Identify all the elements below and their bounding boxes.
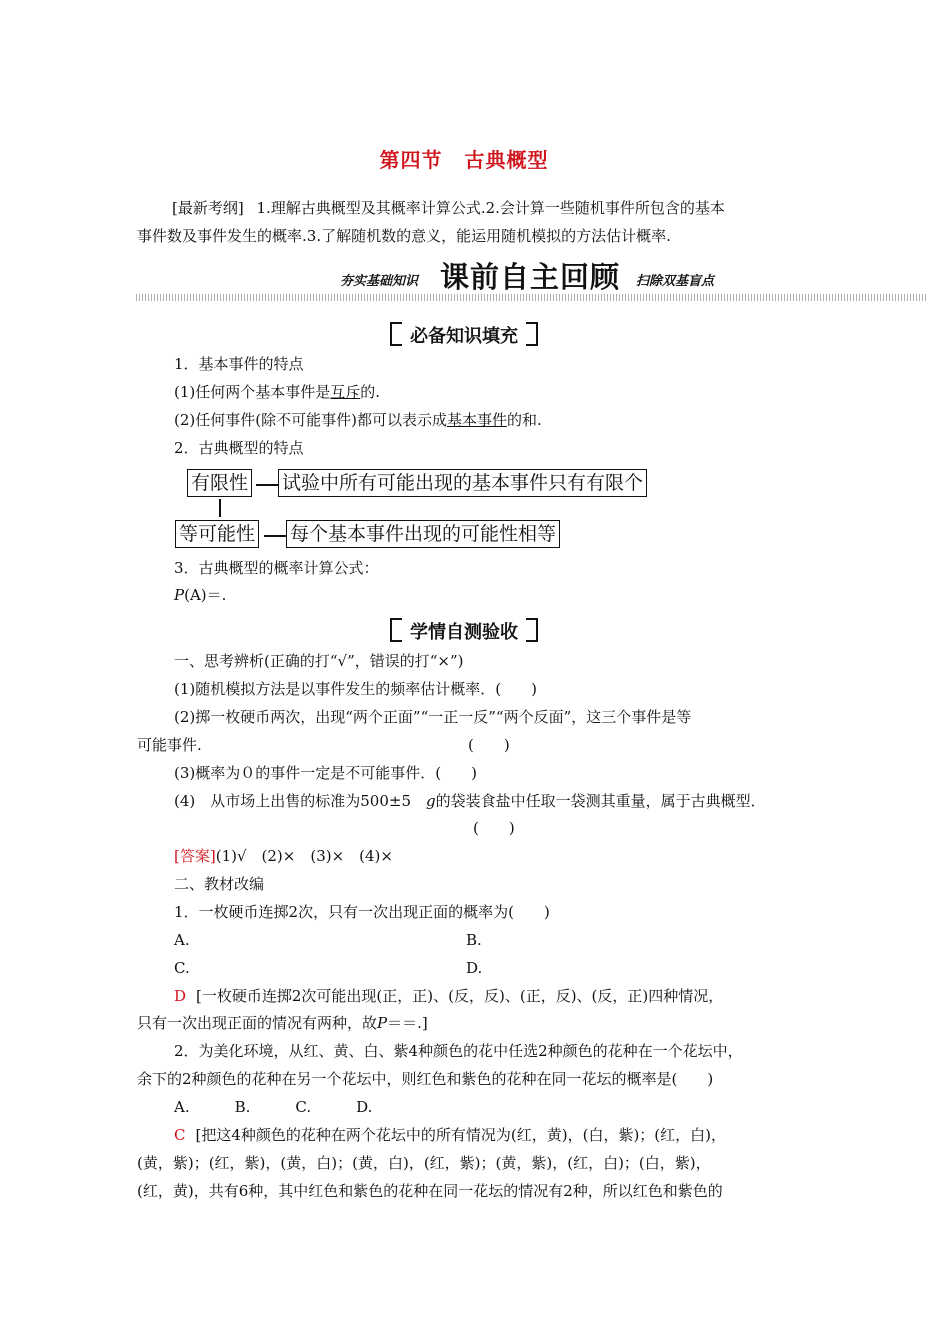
question-3: (3)概率为０的事件一定是不可能事件．( ): [174, 764, 477, 782]
point1-a-pre: (1)任何两个基本事件是: [174, 383, 331, 401]
exercise-2-line2: 余下的2种颜色的花种在另一个花坛中，则红色和紫色的花种在同一花坛的概率是( ): [137, 1070, 714, 1088]
exercise-1-option-a: A.: [174, 931, 190, 949]
point1-a-post: 的.: [360, 383, 381, 401]
point1-b-pre: (2)任何事件(除不可能事件)都可以表示成: [174, 411, 447, 429]
knowledge-heading: [0, 322, 928, 348]
question-2-paren: ( ): [468, 736, 510, 754]
section-number: 第四节: [379, 148, 443, 172]
answer-line: [174, 846, 393, 866]
point1-title: 1．基本事件的特点: [174, 355, 304, 373]
answer-tag: [答案]: [174, 847, 216, 865]
syllabus-tag: [最新考纲]: [172, 199, 244, 217]
formula-rest: ＝.: [206, 586, 227, 604]
box-equal-label: 等可能性: [175, 520, 259, 548]
exercise-1-solution-post: ＝＝.]: [387, 1014, 428, 1032]
banner-left-text: 夯实基础知识: [340, 274, 419, 289]
banner-main-text: 课前自主回顾: [440, 260, 621, 294]
question-1: (1)随机模拟方法是以事件发生的频率估计概率．( ): [174, 680, 537, 698]
box-equal-text: 每个基本事件出现的可能性相等: [286, 520, 560, 548]
exercise-2-solution-text1: [把这4种颜色的花种在两个花坛中的所有情况为(红，黄)，(白，紫)；(红，白)，: [195, 1126, 726, 1144]
question-2-line1: (2)掷一枚硬币两次，出现“两个正面”“一正一反”“两个反面”，这三个事件是等: [174, 708, 692, 726]
box-finiteness-label: 有限性: [187, 469, 252, 497]
point1-b-fill: 基本事件: [446, 411, 507, 429]
box-finiteness-text: 试验中所有可能出现的基本事件只有有限个: [278, 469, 647, 497]
question-4-pre: (4) 从市场上出售的标准为500±5: [174, 792, 411, 810]
question-2-line2: 可能事件.: [137, 736, 202, 754]
question-4-unit: g: [426, 792, 436, 810]
bracket-left-icon: [390, 618, 402, 642]
exercise-1-solution-p: P: [377, 1014, 388, 1032]
connector-2: [264, 535, 286, 537]
exercise-1-option-d: D.: [466, 959, 483, 977]
bracket-right-icon: [526, 322, 538, 346]
exercise-1-solution-line1: [174, 986, 723, 1006]
banner-right-text: 扫除双基盲点: [636, 274, 715, 289]
exercise-2-solution-line1: [174, 1125, 726, 1145]
point2-title: 2．古典概型的特点: [174, 439, 304, 457]
exercise-2-solution-line2: (黄，紫)；(红，紫)，(黄，白)；(黄，白)，(红，紫)；(黄，紫)，(红，白)；(白，紫)，: [137, 1154, 711, 1172]
selftest-heading-text: 学情自测验收: [410, 622, 518, 643]
formula-p: P: [174, 586, 185, 604]
syllabus-line2: 事件数及事件发生的概率.3.了解随机数的意义，能运用随机模拟的方法估计概率.: [137, 227, 671, 245]
bracket-left-icon: [390, 322, 402, 346]
section-title: 古典概型: [464, 148, 549, 172]
point3-title: 3．古典概型的概率计算公式：: [174, 559, 379, 577]
exercise-2-solution-line3: (红，黄)，共有6种，其中红色和紫色的花种在同一花坛的情况有2种，所以红色和紫色的: [137, 1182, 723, 1200]
connector-1: [256, 484, 278, 486]
formula-a: (A): [184, 586, 207, 604]
question-4: [174, 791, 766, 811]
exercise-1-solution-text1: [一枚硬币连掷2次可能出现(正，正)、(反，反)、(正，反)、(反，正)四种情况，: [196, 987, 724, 1005]
knowledge-heading-text: 必备知识填充: [410, 326, 518, 347]
exercise-1-option-b: B.: [466, 931, 482, 949]
point1-b-post: 的和.: [506, 411, 542, 429]
exercise-1-answer: D: [174, 987, 187, 1005]
syllabus-line1: [172, 198, 725, 218]
question-4-post: 的袋装食盐中任取一袋测其重量，属于古典概型．: [435, 792, 766, 810]
exercise-2-options: A. B. C. D.: [174, 1098, 373, 1116]
question-4-paren: ( ): [473, 819, 515, 837]
page-title: [0, 144, 928, 173]
banner-divider: [136, 294, 928, 301]
exercise-1-option-c: C.: [174, 959, 190, 977]
exercise-2-answer: C: [174, 1126, 186, 1144]
exercise-2-line1: 2．为美化环境，从红、黄、白、紫4种颜色的花中任选2种颜色的花种在一个花坛中，: [174, 1042, 743, 1060]
probability-formula: [174, 585, 226, 605]
point1-a-fill: 互斥: [330, 383, 361, 401]
exercise-1-stem: 1．一枚硬币连掷2次，只有一次出现正面的概率为( ): [174, 903, 550, 921]
syllabus-text1: 1.理解古典概型及其概率计算公式.2.会计算一些随机事件所包含的基本: [256, 199, 725, 217]
selftest-heading: [0, 618, 928, 644]
connector-vertical: [219, 499, 221, 517]
point1-a: [174, 382, 380, 402]
part2-title: 二、教材改编: [174, 875, 265, 893]
bracket-right-icon: [526, 618, 538, 642]
part1-title: 一、思考辨析(正确的打“√”，错误的打“×”): [174, 652, 464, 670]
answer-text: (1)√ (2)× (3)× (4)×: [215, 847, 393, 865]
exercise-1-solution-line2: [137, 1013, 428, 1033]
point1-b: [174, 410, 542, 430]
exercise-1-solution-pre: 只有一次出现正面的情况有两种，故: [137, 1014, 378, 1032]
